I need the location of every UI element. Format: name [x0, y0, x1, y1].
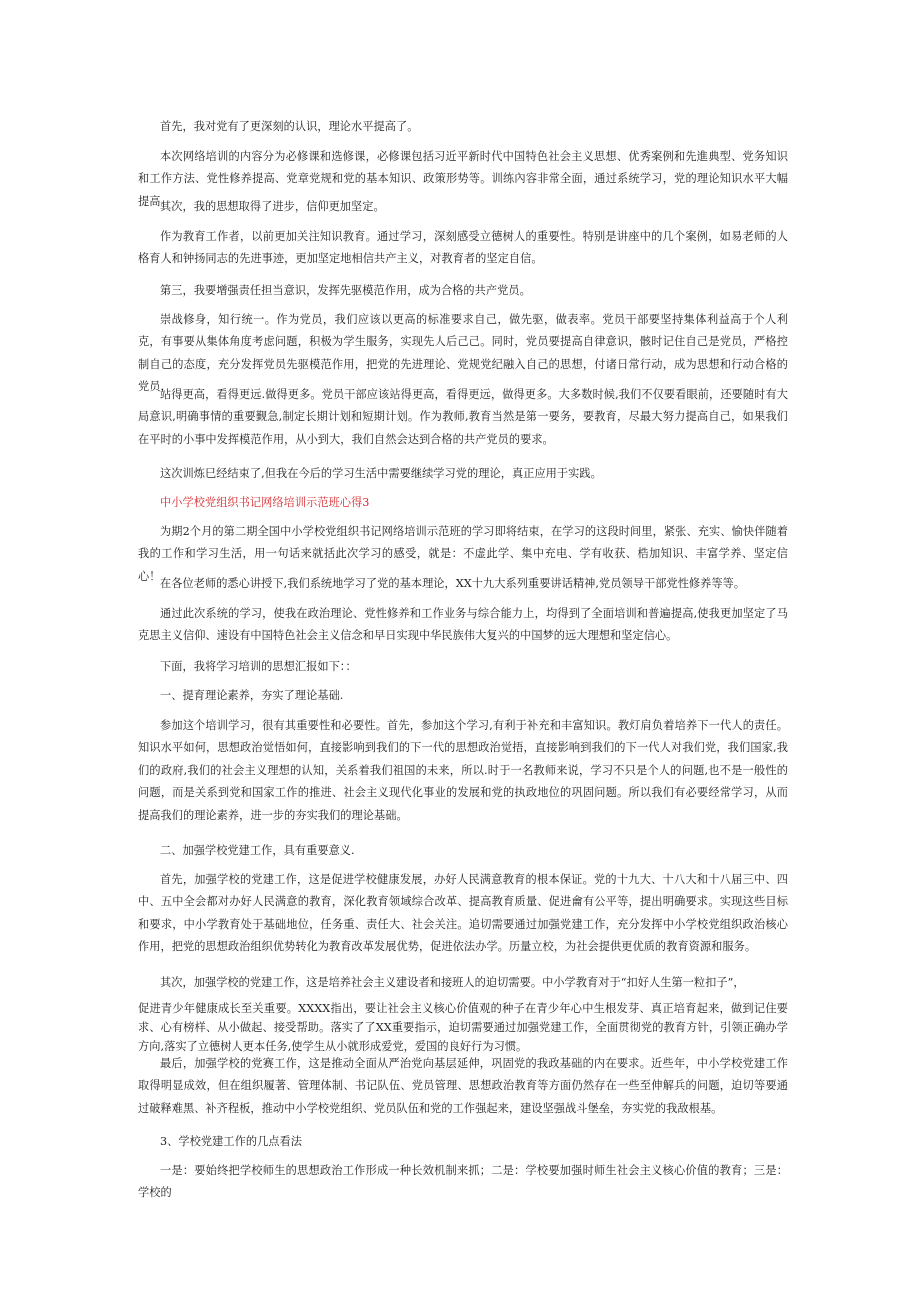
paragraph-1: 首先，我对党有了更深刻的认识，理论水平提高了。 [160, 120, 419, 133]
paragraph-17: 最后，加强学校的党赛工作，这是推动全面从严治党向基层延伸，巩固党的我政基础的内在要求。近些年，中小学校党建工作取得明显成效，但在组织履著、管理体制、书记队伍、党员管理、思想政治教育等方面仍然存在一些至伸解兵的问题，迫切等要通过破释难黑、补齐程板，推动中小学校党组织、党员队伍和党的工作强起来，建设坚强战斗堡垒，夯实党的我敌根基。 [138, 1057, 788, 1115]
paragraph-10: 在各位老师的悉心讲授下,我们系统地学习了党的基本理论，XX十九大系列重要讲话精神,党员领导干部党性修养等等。 [160, 577, 746, 590]
paragraph-8: 这次训炼巳经结束了,但我在今后的学习生活中需要继续学习党的理论，真正应用于实践。 [160, 467, 602, 480]
paragraph-4: 作为教育工作者，以前更加关注知识教育。通过学习，深刻感受立德树人的重要性。特别是讲座中的几个案例，如易老师的人格育人和钟扬同志的先进事迹，更加坚定地相信共产主义，对教育者的坚定自信。 [138, 230, 788, 266]
paragraph-11: 通过此次系统的学习，使我在政治理论、党性修养和工作业务与综合能力上，均得到了全面培训和普遍提高,使我更加坚定了马克思主义信仰、速设有中国特色社会主义信念和早日实现中华民族伟大复兴的中国梦的远大理想和坚定信心。 [138, 607, 788, 643]
paragraph-18: 一是：要始终把学校师生的思想政治工作形成一种长效机制来抓；二是：学校要加强时师生社会主义核心价值的教育；三是：学校的 [138, 1164, 788, 1200]
paragraph-2: 本次网络培训的内容分为必修课和选修课，必修课包括习近平新时代中国特色社会主义思想、优秀案例和先進典型、党务知识和工作方法、党性修养提高、党章党规和党的基本知识、政策形势等。训练內容非常全面，通过系统学习，党的理论知识水平大幅提高。 [138, 150, 788, 208]
paragraph-12: 下面，我将学习培训的思想汇报如下：： [160, 660, 357, 673]
paragraph-3: 其次，我的思想取得了进步，信仰更加坚定。 [160, 200, 385, 213]
subheading-3: 3、学校党建工作的几点看法 [160, 1135, 303, 1148]
paragraph-15: 其次，加强学校的党建工作，这是培养社会主义建设者和接班人的迫切需要。中小学教育对于“扣好人生第一粒扣子”， [160, 976, 745, 989]
paragraph-14: 首先，加强学校的党建工作，这是促进学校健康发展，办好人民满意教育的根本保证。党的十九大、十八大和十八届三中、四中、五中全会都对办好人民满意的教育，深化教育领域综合改革、提高教育质量、促进龠有公平等，提出明确要求。实现这些目标和要求，中小学教育处于基础地位，任务重、责任大、社会关注。追切需要通过加强党建工作，充分发挥中小学校党组织政治核心作用，把党的思想政治组织优势转化为教育改革发展优势，促进依法办学。历量立校，为社会提供更优质的教育资源和服务。 [138, 873, 788, 954]
subheading-2: 二、加强学校党建工作，具有重要意义. [160, 844, 355, 857]
section-heading-red: 中小学校党组织书记网络培训示范班心得3 [160, 496, 370, 509]
paragraph-16: 促进青少年健康成长至关重要。XXXX指出，要让社会主义核心价值观的种子在青少年心中生根发芽、真正培育起来，做到记住要求、心有榜样、从小做起、接受帮助。落实了了XX重要指示，迫切需要通过加强党建工作，全面贯彻党的教育方针，引领正确办学方向,落实了立德树人更本任务,使学生从小就形成爱党，爱国的良好行为习惯。 [138, 1002, 788, 1053]
paragraph-7: 站得更高，看得更远.做得更多。党员干部应该站得更高，看得更远，做得更多。大多数时候,我们不仅要看眼前，还要随时有大局意识,明确事情的重要觐急,制定长期计划和短期计划。作为教师,教育当然是第一要务，要教育，尽最大努力提高自己，如果我们在平时的小事中发挥模范作用，从小到大，我们自然会达到合格的共产党员的要求。 [138, 388, 788, 446]
paragraph-5: 第三，我要增强责任担当意识，发挥先驱模范作用，成为合格的共产党员。 [160, 284, 531, 297]
paragraph-13: 参加这个培训学习，很有其重要性和必要性。首先，参加这个学习,有利于补充和丰富知识。教灯肩负着培养下一代人的责任。知识水平如何，思想政治觉悟如何，直接影响到我们的下一代的思想政治觉捂，直接影响到我们的下一代人对我们党，我们国家,我们的政府,我们的社会主义理想的认知，关系着我们祖国的未来，所以.时于一名教师来说，学习不只是个人的问题,也不是一般性的问题，而是关系到党和国家工作的推进、社会主义现代化事业的发展和党的执政地位的巩固问题。所以我们有必要经常学习，从而提高我们的理论素养，进一步的夯实我们的理论基础。 [138, 719, 788, 822]
subheading-1: 一、提育理论素养，夯实了理论基础. [160, 689, 344, 702]
paragraph-9: 为期2个月的第二期全国中小学校党组织书记网络培训示范班的学习即将结束，在学习的这段时间里，紧张、充实、愉快伴随着我的工作和学习生活，用一句话来就括此次学习的感受，就是：不虚此学、集中充电、学有收获、梏加知识、丰富学养、坚定信心！ [138, 525, 788, 583]
paragraph-6: 崇战修身，知行统一。作为党员，我们应该以更高的标准要求自己，做先驱，做表率。党员干部要坚持集体利益高于个人利克，有事要从集体角度考虑问题，积极为学生服务，实现先人后己己。同时，党员要提高自律意识，骸时记住自己是党员，严格控制自己的态度，充分发挥党员先驱模范作用，把党的先进理论、党规党纪融入自己的思想，付诸日常行动，成为思想和行动合格的党员， [138, 313, 788, 394]
